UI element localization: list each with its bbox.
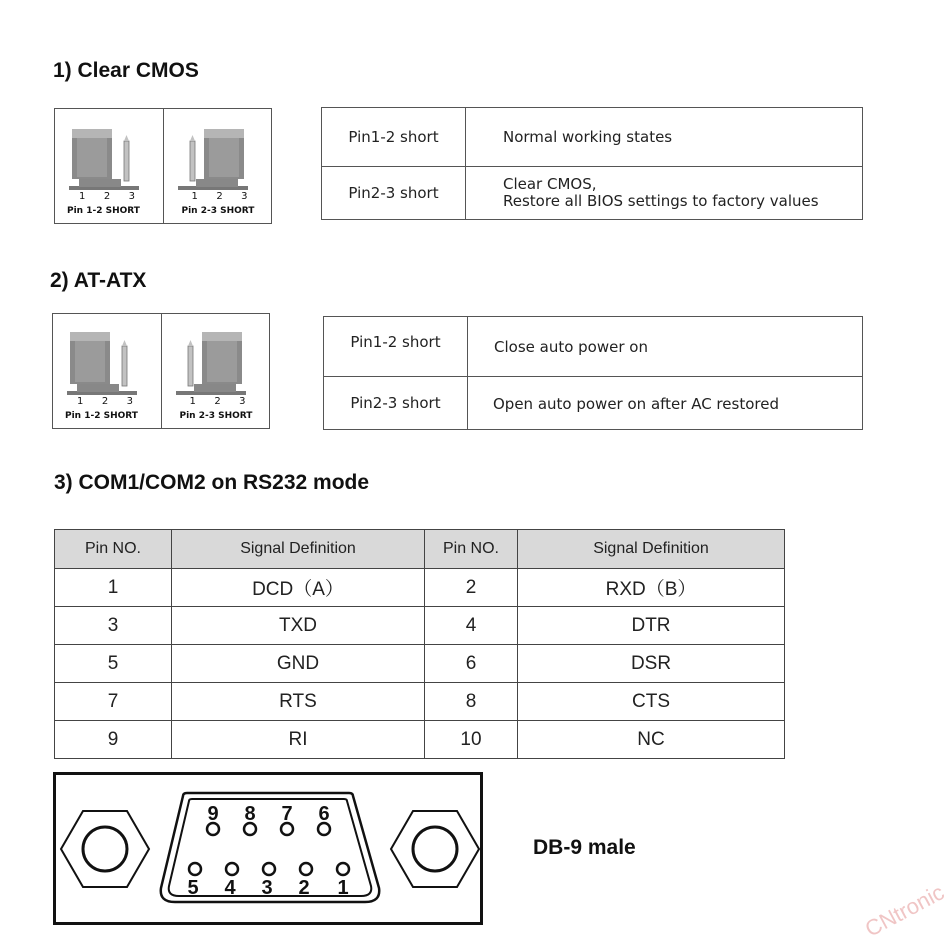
description-cell: Normal working states xyxy=(466,108,863,167)
table-row xyxy=(55,569,785,607)
pin-label: 1 xyxy=(337,877,349,899)
signal-cell: RXD（B） xyxy=(518,569,785,607)
description-cell: Open auto power on after AC restored xyxy=(468,377,863,430)
jumper-caption: Pin 1-2 SHORT xyxy=(65,411,138,421)
signal-cell: DCD（A） xyxy=(172,569,425,607)
table-row xyxy=(55,607,785,645)
pin-number: 2 xyxy=(214,396,221,407)
pin-number: 2 xyxy=(101,396,109,407)
table-row xyxy=(322,108,863,167)
signal-cell: RI xyxy=(172,721,425,759)
signal-cell: DTR xyxy=(518,607,785,645)
pin-label: 3 xyxy=(261,877,273,899)
pin-setting-cell: Pin1-2 short xyxy=(322,108,466,167)
pin-setting-cell: Pin2-3 short xyxy=(324,377,468,430)
jumper-caption: Pin 2-3 SHORT xyxy=(179,411,253,421)
pin-number: 1 xyxy=(191,191,198,202)
pin-number-cell: 4 xyxy=(425,607,518,645)
at-atx-heading: 2) AT-ATX xyxy=(50,269,147,292)
description-cell xyxy=(466,167,863,220)
signal-cell: NC xyxy=(518,721,785,759)
signal-cell: RTS xyxy=(172,683,425,721)
jumper-caption: Pin 2-3 SHORT xyxy=(181,206,255,216)
table-row xyxy=(324,317,863,377)
description-line: Clear CMOS, xyxy=(503,175,597,193)
clear-cmos-jumper-diagram xyxy=(54,108,272,224)
jumper-pin-1-2 xyxy=(55,109,164,223)
pin-number-cell: 7 xyxy=(55,683,172,721)
jumper-caption: Pin 1-2 SHORT xyxy=(67,206,140,216)
pin-label: 7 xyxy=(281,803,293,825)
pin-number: 1 xyxy=(77,396,84,407)
pin-number: 3 xyxy=(128,191,135,202)
pin-number: 2 xyxy=(103,191,111,202)
pin-setting-cell: Pin2-3 short xyxy=(322,167,466,220)
pin-number-cell: 3 xyxy=(55,607,172,645)
pin-number-cell: 5 xyxy=(55,645,172,683)
clear-cmos-table xyxy=(321,107,863,220)
signal-cell: CTS xyxy=(518,683,785,721)
column-header: Signal Definition xyxy=(518,530,785,569)
jumper-pin-2-3 xyxy=(162,314,270,428)
column-header: Pin NO. xyxy=(425,530,518,569)
pin-number: 3 xyxy=(241,191,248,202)
pin-number: 1 xyxy=(79,191,86,202)
pin-label: 9 xyxy=(207,803,219,825)
jumper-pin-2-3 xyxy=(164,109,272,223)
watermark-logo: CNtronic xyxy=(860,879,949,942)
pin-label: 2 xyxy=(298,877,310,899)
at-atx-jumper-diagram xyxy=(52,313,270,429)
pin-label: 6 xyxy=(318,803,330,825)
pin-number-cell: 10 xyxy=(425,721,518,759)
table-row xyxy=(55,645,785,683)
pin-number: 1 xyxy=(189,396,196,407)
signal-cell: DSR xyxy=(518,645,785,683)
pin-number: 3 xyxy=(126,396,133,407)
table-row xyxy=(55,721,785,759)
table-row xyxy=(55,683,785,721)
description-cell: Close auto power on xyxy=(468,317,863,377)
column-header: Pin NO. xyxy=(55,530,172,569)
jumper-pin-1-2 xyxy=(53,314,162,428)
pin-number: 3 xyxy=(239,396,246,407)
signal-cell: GND xyxy=(172,645,425,683)
pin-number-cell: 8 xyxy=(425,683,518,721)
db9-connector-graphic xyxy=(53,772,483,925)
pin-number-cell: 9 xyxy=(55,721,172,759)
table-header-row xyxy=(55,530,785,569)
connector-label: DB-9 male xyxy=(533,836,636,859)
pin-label: 8 xyxy=(244,803,256,825)
signal-cell: TXD xyxy=(172,607,425,645)
pin-setting-cell: Pin1-2 short xyxy=(324,317,468,377)
db9-connector-diagram xyxy=(53,772,483,925)
table-row xyxy=(322,167,863,220)
pin-number: 2 xyxy=(216,191,223,202)
at-atx-table xyxy=(323,316,863,430)
column-header: Signal Definition xyxy=(172,530,425,569)
table-row xyxy=(324,377,863,430)
com-heading: 3) COM1/COM2 on RS232 mode xyxy=(54,471,370,494)
com-pin-table xyxy=(54,529,785,759)
description-line: Restore all BIOS settings to factory values xyxy=(503,192,819,210)
pin-number-cell: 2 xyxy=(425,569,518,607)
pin-number-cell: 6 xyxy=(425,645,518,683)
pin-number-cell: 1 xyxy=(55,569,172,607)
pin-label: 4 xyxy=(224,877,236,899)
clear-cmos-heading: 1) Clear CMOS xyxy=(53,59,199,82)
pin-label: 5 xyxy=(187,877,199,899)
